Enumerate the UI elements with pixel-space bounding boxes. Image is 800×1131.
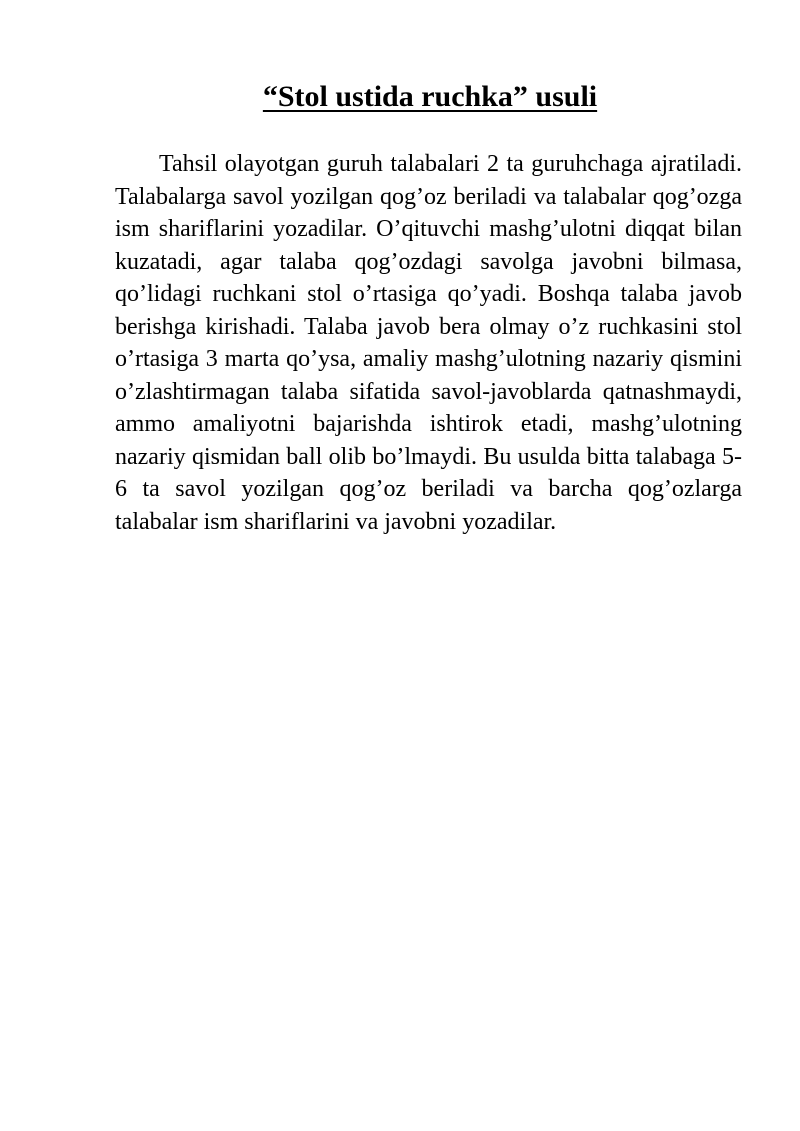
document-title: “Stol ustida ruchka” usuli bbox=[262, 80, 598, 113]
body-paragraph: Tahsil olayotgan guruh talabalari 2 ta guruhchaga ajratiladi. Talabalarga savol yozilgan qog’oz beriladi va talabalar qog’ozga ism shariflarini yozadilar. O’qituvchi mashg’ulotni diqqat bilan kuzatadi, agar talaba qog’ozdagi savolga javobni bilmasa, qo’lidagi ruchkani stol o’rtasiga qo’yadi. Boshqa talaba javob berishga kirishadi. Talaba javob bera olmay o’z ruchkasini stol o’rtasiga 3 marta qo’ysa, amaliy mashg’ulotning nazariy qismini o’zlashtirmagan talaba sifatida savol-javoblarda qatnashmaydi, ammo amaliyotni bajarishda ishtirok etadi, mashg’ulotning nazariy qismidan ball olib bo’lmaydi. Bu usulda bitta talabaga 5-6 ta savol yozilgan qog’oz beriladi va barcha qog’ozlarga talabalar ism shariflarini va javobni yozadilar. bbox=[115, 151, 742, 535]
